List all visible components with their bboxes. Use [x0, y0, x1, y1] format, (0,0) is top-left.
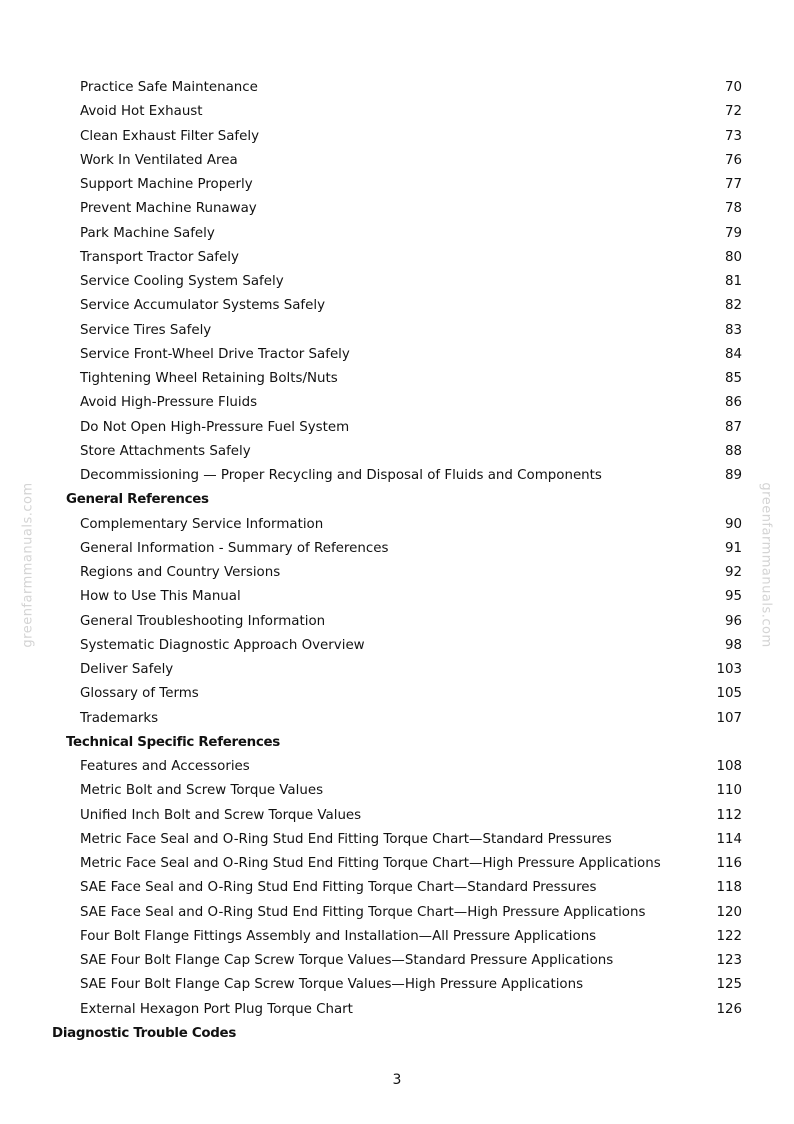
- toc-entry[interactable]: [0, 319, 794, 343]
- toc-entry[interactable]: [0, 901, 794, 925]
- toc-entry[interactable]: [0, 149, 794, 173]
- toc-section-heading: [0, 1022, 794, 1046]
- toc-entry[interactable]: [0, 755, 794, 779]
- toc-entry-page-number: 110: [716, 783, 742, 799]
- toc-entry-page-number: 96: [724, 613, 742, 629]
- toc-entry-page-number: 91: [724, 540, 742, 556]
- toc-entry-title: Prevent Machine Runaway: [80, 201, 257, 217]
- toc-entry[interactable]: [0, 246, 794, 270]
- toc-entry[interactable]: [0, 804, 794, 828]
- toc-entry-page-number: 82: [724, 298, 742, 314]
- toc-entry-page-number: 89: [724, 468, 742, 483]
- toc-entry[interactable]: [0, 367, 794, 391]
- toc-entry-title: Metric Face Seal and O-Ring Stud End Fitting Torque Chart—Standard Pressures: [80, 831, 612, 847]
- toc-entry[interactable]: [0, 585, 794, 609]
- toc-entry-title: General Troubleshooting Information: [80, 613, 326, 629]
- toc-entry-title: Transport Tractor Safely: [80, 249, 239, 265]
- toc-entry-title: Decommissioning — Proper Recycling and Disposal of Fluids and Components: [80, 468, 602, 483]
- toc-entry-page-number: 118: [716, 880, 742, 896]
- toc-entry[interactable]: [0, 513, 794, 537]
- toc-entry-page-number: 85: [724, 371, 742, 386]
- toc-entry[interactable]: [0, 294, 794, 318]
- toc-entry-title: Trademarks: [80, 710, 159, 726]
- page-number: 3: [392, 1072, 402, 1088]
- toc-entry[interactable]: [0, 440, 794, 464]
- toc-entry-title: Systematic Diagnostic Approach Overview: [80, 637, 365, 653]
- toc-entry-title: Practice Safe Maintenance: [80, 80, 258, 95]
- toc-entry-title: External Hexagon Port Plug Torque Chart: [80, 1001, 353, 1017]
- toc-entry-page-number: 103: [716, 662, 742, 677]
- toc-entry-page-number: 98: [724, 637, 742, 653]
- toc-entry-page-number: 90: [724, 516, 742, 532]
- toc-entry[interactable]: [0, 779, 794, 803]
- toc-entry-page-number: 76: [724, 152, 742, 168]
- toc-entry[interactable]: [0, 416, 794, 440]
- toc-entry[interactable]: [0, 100, 794, 124]
- toc-entry[interactable]: [0, 682, 794, 706]
- toc-entry-title: General References: [66, 492, 209, 508]
- toc-entry[interactable]: [0, 949, 794, 973]
- toc-entry-page-number: 78: [724, 201, 742, 217]
- toc-entry-page-number: 120: [716, 904, 742, 920]
- toc-entry-page-number: 83: [724, 322, 742, 338]
- toc-entry-page-number: 105: [716, 686, 742, 702]
- toc-section-heading: [0, 731, 794, 755]
- toc-entry-title: Metric Face Seal and O-Ring Stud End Fitting Torque Chart—High Pressure Applications: [80, 856, 661, 871]
- toc-entry-title: Unified Inch Bolt and Screw Torque Values: [80, 807, 362, 823]
- toc-entry[interactable]: [0, 707, 794, 731]
- toc-entry-page-number: 73: [724, 128, 742, 144]
- toc-entry-title: SAE Four Bolt Flange Cap Screw Torque Values—Standard Pressure Applications: [80, 953, 614, 968]
- toc-entry-title: Diagnostic Trouble Codes: [52, 1025, 237, 1041]
- toc-entry[interactable]: [0, 343, 794, 367]
- toc-entry-title: Do Not Open High-Pressure Fuel System: [80, 419, 350, 435]
- toc-entry-title: Service Tires Safely: [80, 322, 212, 338]
- toc-entry-page-number: 81: [724, 274, 742, 289]
- toc-entry-page-number: 112: [716, 807, 742, 823]
- toc-entry[interactable]: [0, 973, 794, 997]
- toc-entry-page-number: 70: [724, 80, 742, 95]
- toc-entry-title: How to Use This Manual: [80, 589, 241, 605]
- toc-entry-title: Deliver Safely: [80, 662, 174, 677]
- toc-entry-title: Service Cooling System Safely: [80, 274, 284, 289]
- toc-entry[interactable]: [0, 828, 794, 852]
- toc-entry-title: Park Machine Safely: [80, 225, 215, 241]
- toc-entry-title: Features and Accessories: [80, 759, 250, 774]
- toc-entry-page-number: 126: [716, 1001, 742, 1017]
- toc-entry[interactable]: [0, 173, 794, 197]
- toc-entry-title: General Information - Summary of References: [80, 540, 389, 556]
- toc-section-heading: [0, 488, 794, 512]
- toc-entry[interactable]: [0, 658, 794, 682]
- toc-entry[interactable]: [0, 391, 794, 415]
- toc-entry[interactable]: [0, 634, 794, 658]
- toc-entry[interactable]: [0, 76, 794, 100]
- toc-entry[interactable]: [0, 464, 794, 488]
- toc-entry-title: Clean Exhaust Filter Safely: [80, 128, 260, 144]
- toc-entry[interactable]: [0, 561, 794, 585]
- toc-entry-page-number: 114: [716, 831, 742, 847]
- toc-entry-page-number: 122: [716, 928, 742, 944]
- toc-entry-title: Complementary Service Information: [80, 516, 324, 532]
- toc-entry-title: Service Front-Wheel Drive Tractor Safely: [80, 346, 350, 362]
- toc-entry-title: Regions and Country Versions: [80, 565, 281, 580]
- toc-entry[interactable]: [0, 270, 794, 294]
- toc-entry-title: Service Accumulator Systems Safely: [80, 298, 326, 314]
- toc-entry-page-number: 107: [716, 710, 742, 726]
- toc-entry-title: Metric Bolt and Screw Torque Values: [80, 783, 324, 799]
- toc-entry[interactable]: [0, 537, 794, 561]
- toc-entry-page-number: 88: [724, 443, 742, 459]
- toc-entry-page-number: 80: [724, 249, 742, 265]
- toc-entry[interactable]: [0, 925, 794, 949]
- toc-entry[interactable]: [0, 998, 794, 1022]
- toc-entry[interactable]: [0, 876, 794, 900]
- table-of-contents: [0, 76, 794, 1046]
- toc-entry[interactable]: [0, 852, 794, 876]
- toc-entry-title: Technical Specific References: [66, 734, 280, 750]
- toc-entry-title: Store Attachments Safely: [80, 443, 251, 459]
- toc-entry-title: Avoid High-Pressure Fluids: [80, 395, 258, 411]
- toc-entry-page-number: 72: [724, 104, 742, 120]
- toc-entry-title: Work In Ventilated Area: [80, 152, 238, 168]
- toc-entry-title: Tightening Wheel Retaining Bolts/Nuts: [80, 371, 338, 386]
- toc-entry-title: SAE Four Bolt Flange Cap Screw Torque Values—High Pressure Applications: [80, 977, 584, 993]
- toc-entry[interactable]: [0, 125, 794, 149]
- toc-entry-title: Glossary of Terms: [80, 686, 199, 702]
- toc-entry-title: Four Bolt Flange Fittings Assembly and Installation—All Pressure Applications: [80, 928, 597, 944]
- toc-entry-title: SAE Face Seal and O-Ring Stud End Fitting Torque Chart—High Pressure Applications: [80, 904, 646, 920]
- toc-entry-page-number: 123: [716, 953, 742, 968]
- toc-entry-page-number: 87: [724, 419, 742, 435]
- toc-entry-page-number: 125: [716, 977, 742, 993]
- toc-entry[interactable]: [0, 197, 794, 221]
- toc-entry-page-number: 86: [724, 395, 742, 411]
- watermark-left: greenfarmmanuals.com: [20, 482, 36, 648]
- toc-entry-title: SAE Face Seal and O-Ring Stud End Fitting Torque Chart—Standard Pressures: [80, 880, 597, 896]
- toc-entry[interactable]: [0, 610, 794, 634]
- toc-entry-page-number: 95: [724, 589, 742, 605]
- toc-entry-page-number: 92: [724, 565, 742, 580]
- toc-entry-page-number: 116: [716, 856, 742, 871]
- watermark-right: greenfarmmanuals.com: [758, 482, 774, 648]
- toc-entry-page-number: 84: [724, 346, 742, 362]
- toc-entry-page-number: 108: [716, 759, 742, 774]
- toc-entry[interactable]: [0, 222, 794, 246]
- toc-entry-page-number: 79: [724, 225, 742, 241]
- toc-entry-title: Support Machine Properly: [80, 177, 253, 192]
- toc-entry-page-number: 77: [724, 177, 742, 192]
- toc-entry-title: Avoid Hot Exhaust: [80, 104, 203, 120]
